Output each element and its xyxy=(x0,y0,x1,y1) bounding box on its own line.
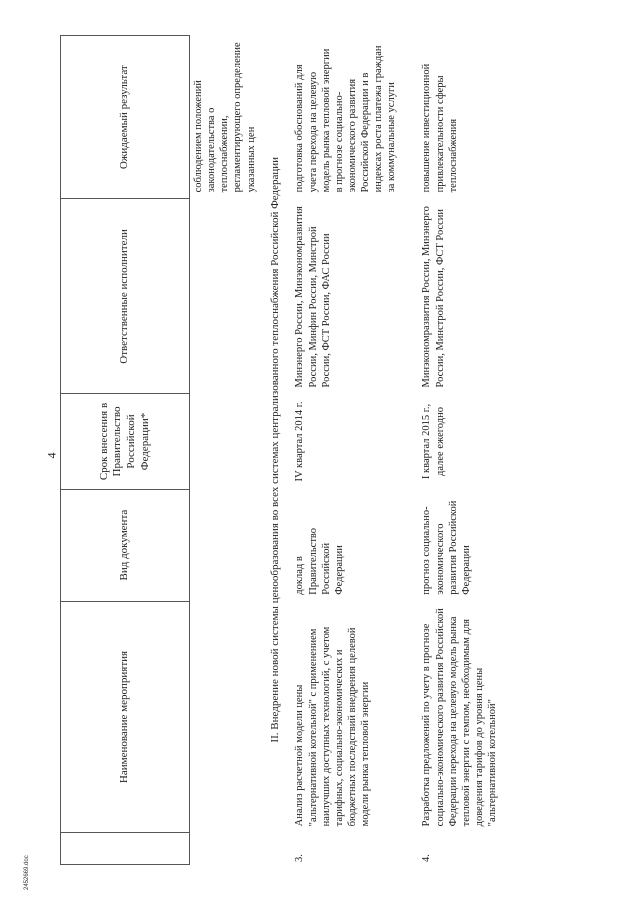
continuation-result: соблюдением положений законодательства о теплоснабжении, регламентирующего определение указанных цен xyxy=(193,42,257,193)
row-executors: Минэнерго России, Минэкономразвития России, Минфин России, Минстрой России, ФСТ России, ФАС России xyxy=(294,206,332,388)
section-title-row xyxy=(262,36,290,865)
row-deadline: I квартал 2015 г., далее ежегодно xyxy=(421,403,446,480)
page-number: 4 xyxy=(44,452,59,459)
measures-table xyxy=(60,35,503,865)
row-doc-type: прогноз социально-экономического развития Российской Федерации xyxy=(421,500,472,595)
header-executors: Ответственные исполнители xyxy=(61,199,190,394)
row-executors: Минэкономразвития России, Минэнерго России, Минстрой России, ФСТ России xyxy=(421,206,446,388)
row-num: 4. xyxy=(421,854,433,862)
table-row xyxy=(289,36,402,865)
header-deadline: Срок внесения в Правительство Российской Федерации* xyxy=(61,394,190,489)
row-name: Разработка предложений по учету в прогнозе социально-экономического развития Российской Федерации перехода на целевую модель рынка тепловой энергии с темпом, необходимым для доведения тарифов до уровня цены "альтернативной котельной" xyxy=(421,608,498,827)
table-row xyxy=(416,36,503,865)
header-result: Ожидаемый результат xyxy=(61,36,190,199)
row-deadline: IV квартал 2014 г. xyxy=(294,401,306,482)
document-id: 2452669.doc xyxy=(24,855,30,890)
table-header-row xyxy=(61,36,190,865)
row-result: повышение инвестиционной привлекательности сферы теплоснабжения xyxy=(421,63,459,193)
header-doc-type: Вид документа xyxy=(61,489,190,601)
row-result: подготовка обоснований для учета перехода на целевую модель рынка тепловой энергии в прогнозе социально-экономического развития Российской Федерации и в индексах роста платежа граждан за коммунальные услуги xyxy=(294,45,398,193)
header-name: Наименование мероприятия xyxy=(61,601,190,833)
continuation-row xyxy=(190,36,262,865)
row-num: 3. xyxy=(294,854,306,862)
document-page xyxy=(60,35,510,865)
row-doc-type: доклад в Правительство Российской Федерации xyxy=(294,527,345,595)
header-num xyxy=(61,833,190,865)
row-name: Анализ расчетной модели цены "альтернативной котельной" с применением наилучших доступных технологий, с учетом тарифных, социально-экономических и бюджетных последствий внедрения целевой модели рынка тепловой энергии xyxy=(294,626,371,827)
section-title: II. Внедрение новой системы ценообразования во всех системах централизованного теплоснабжения Российской Федерации xyxy=(268,156,281,743)
